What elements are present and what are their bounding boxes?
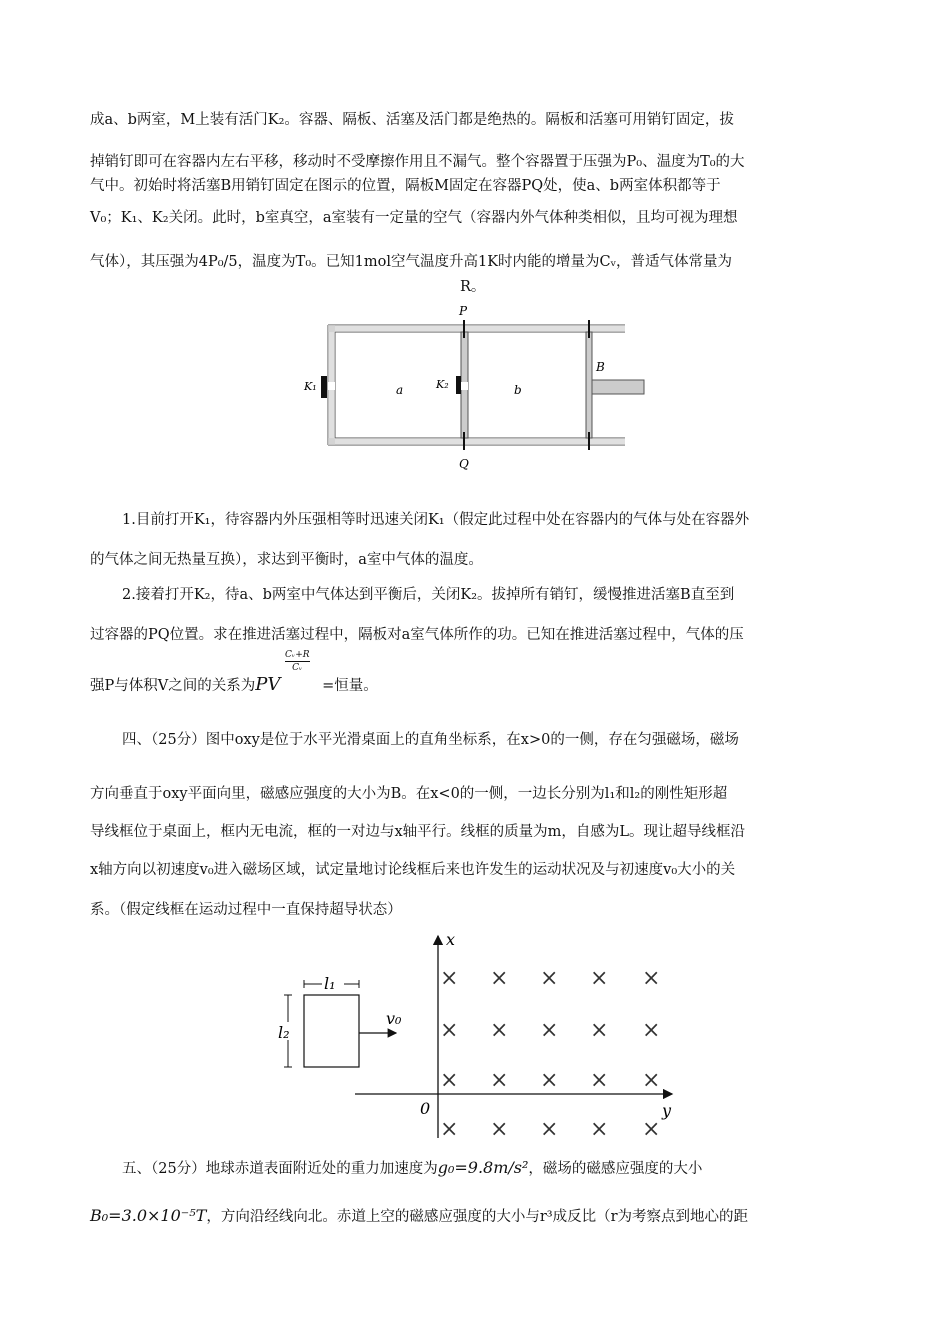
formula-base: PV	[255, 674, 281, 695]
field-mark: ×	[440, 1018, 459, 1043]
valve-k2-icon	[456, 376, 461, 394]
problem4-line2: 方向垂直于oxy平面向里，磁感应强度的大小为B。在x<0的一侧，一边长分别为l₁和l₂的刚性矩形超	[90, 786, 728, 802]
field-marks	[440, 966, 660, 1142]
formula-exponent	[285, 649, 310, 674]
piston-b	[586, 332, 592, 438]
label-k1: K₁	[304, 380, 317, 393]
field-mark: ×	[590, 1068, 609, 1093]
label-b-chamber: b	[514, 383, 522, 397]
field-mark: ×	[540, 1018, 559, 1043]
problem5-line2-suffix: ，方向沿经线向北。赤道上空的磁感应强度的大小与r³成反比（r为考察点到地心的距	[206, 1209, 749, 1225]
question1-line1: 1.目前打开K₁，待容器内外压强相等时迅速关闭K₁（假定此过程中处在容器内的气体与处在容器外	[122, 512, 750, 528]
label-p: P	[459, 304, 468, 318]
paragraph-line: 气体），其压强为4P₀/5，温度为T₀。已知1mol空气温度升高1K时内能的增量为Cᵥ，普适气体常量为	[90, 254, 733, 270]
field-mark: ×	[540, 1117, 559, 1142]
formula-exp-den: Cᵥ	[292, 663, 303, 673]
paragraph-line: V₀；K₁、K₂关闭。此时，b室真空，a室装有一定量的空气（容器内外气体种类相似，且均可视为理想	[90, 210, 738, 226]
field-mark: ×	[490, 1018, 509, 1043]
piston-rod	[592, 380, 644, 394]
problem5-line1	[90, 1158, 892, 1179]
field-mark: ×	[490, 1068, 509, 1093]
label-l2: l₂	[278, 1023, 290, 1042]
question2-line1: 2.接着打开K₂，待a、b两室中气体达到平衡后，关闭K₂。拔掉所有销钉，缓慢推进活塞B直至到	[122, 587, 735, 603]
label-b: B	[596, 360, 605, 374]
g-formula: g₀=9.8m/s²	[437, 1158, 529, 1177]
paragraph-line: 成a、b两室，M上装有活门K₂。容器、隔板、活塞及活门都是绝热的。隔板和活塞可用销钉固定，拔	[90, 112, 734, 128]
question1-line2: 的气体之间无热量互换），求达到平衡时，a室中气体的温度。	[90, 552, 483, 568]
question2-line2: 过容器的PQ位置。求在推进活塞过程中，隔板对a室气体所作的功。已知在推进活塞过程中，气体的压	[90, 627, 744, 643]
question2-line3-prefix: 强P与体积V之间的关系为	[90, 678, 256, 694]
label-origin: 0	[420, 1099, 431, 1118]
problem4-line1: 四、（25分）图中oxy是位于水平光滑桌面上的直角坐标系，在x>0的一侧，存在匀强磁场，磁场	[122, 732, 739, 748]
label-k2: K₂	[436, 378, 449, 391]
question2-line3	[90, 650, 860, 700]
field-diagram	[270, 928, 690, 1148]
paragraph-line: 气中。初始时将活塞B用销钉固定在图示的位置，隔板M固定在容器PQ处，使a、b两室体积都等于	[90, 178, 721, 194]
field-mark: ×	[540, 966, 559, 991]
superconducting-frame	[304, 995, 359, 1067]
container-diagram	[290, 298, 660, 478]
problem5-line2	[90, 1206, 860, 1227]
field-mark: ×	[590, 966, 609, 991]
label-l1: l₁	[324, 974, 336, 993]
valve-k1-icon	[321, 376, 327, 398]
paragraph-line: 掉销钉即可在容器内左右平移，移动时不受摩擦作用且不漏气。整个容器置于压强为P₀、温度为T₀的大	[90, 154, 745, 170]
field-mark: ×	[642, 1117, 661, 1142]
paragraph-line: R。	[460, 279, 486, 295]
problem4-line5: 系。（假定线框在运动过程中一直保持超导状态）	[90, 902, 402, 918]
label-v0: v₀	[386, 1009, 402, 1028]
field-mark: ×	[590, 1117, 609, 1142]
problem4-line3: 导线框位于桌面上，框内无电流，框的一对边与x轴平行。线框的质量为m，自感为L。现让超导线框沿	[90, 824, 746, 840]
field-mark: ×	[440, 1068, 459, 1093]
question2-line3-suffix: =恒量。	[322, 678, 378, 694]
field-mark: ×	[440, 966, 459, 991]
problem5-line1-suffix: ，磁场的磁感应强度的大小	[528, 1161, 703, 1177]
field-mark: ×	[540, 1068, 559, 1093]
label-x: x	[446, 930, 456, 949]
field-mark: ×	[440, 1117, 459, 1142]
field-mark: ×	[642, 966, 661, 991]
label-q: Q	[459, 457, 469, 471]
field-mark: ×	[590, 1018, 609, 1043]
problem5-line1-prefix: 五、（25分）地球赤道表面附近处的重力加速度为	[122, 1161, 438, 1177]
field-mark: ×	[642, 1068, 661, 1093]
label-y: y	[662, 1101, 672, 1120]
label-a: a	[396, 383, 404, 397]
formula-exp-num: Cᵥ+R	[284, 650, 310, 660]
field-mark: ×	[490, 1117, 509, 1142]
field-mark: ×	[490, 966, 509, 991]
field-mark: ×	[642, 1018, 661, 1043]
b-formula: B₀=3.0×10⁻⁵T	[90, 1206, 207, 1225]
problem4-line4: x轴方向以初速度v₀进入磁场区域，试定量地讨论线框后来也许发生的运动状况及与初速度v₀大小的关	[90, 862, 736, 878]
